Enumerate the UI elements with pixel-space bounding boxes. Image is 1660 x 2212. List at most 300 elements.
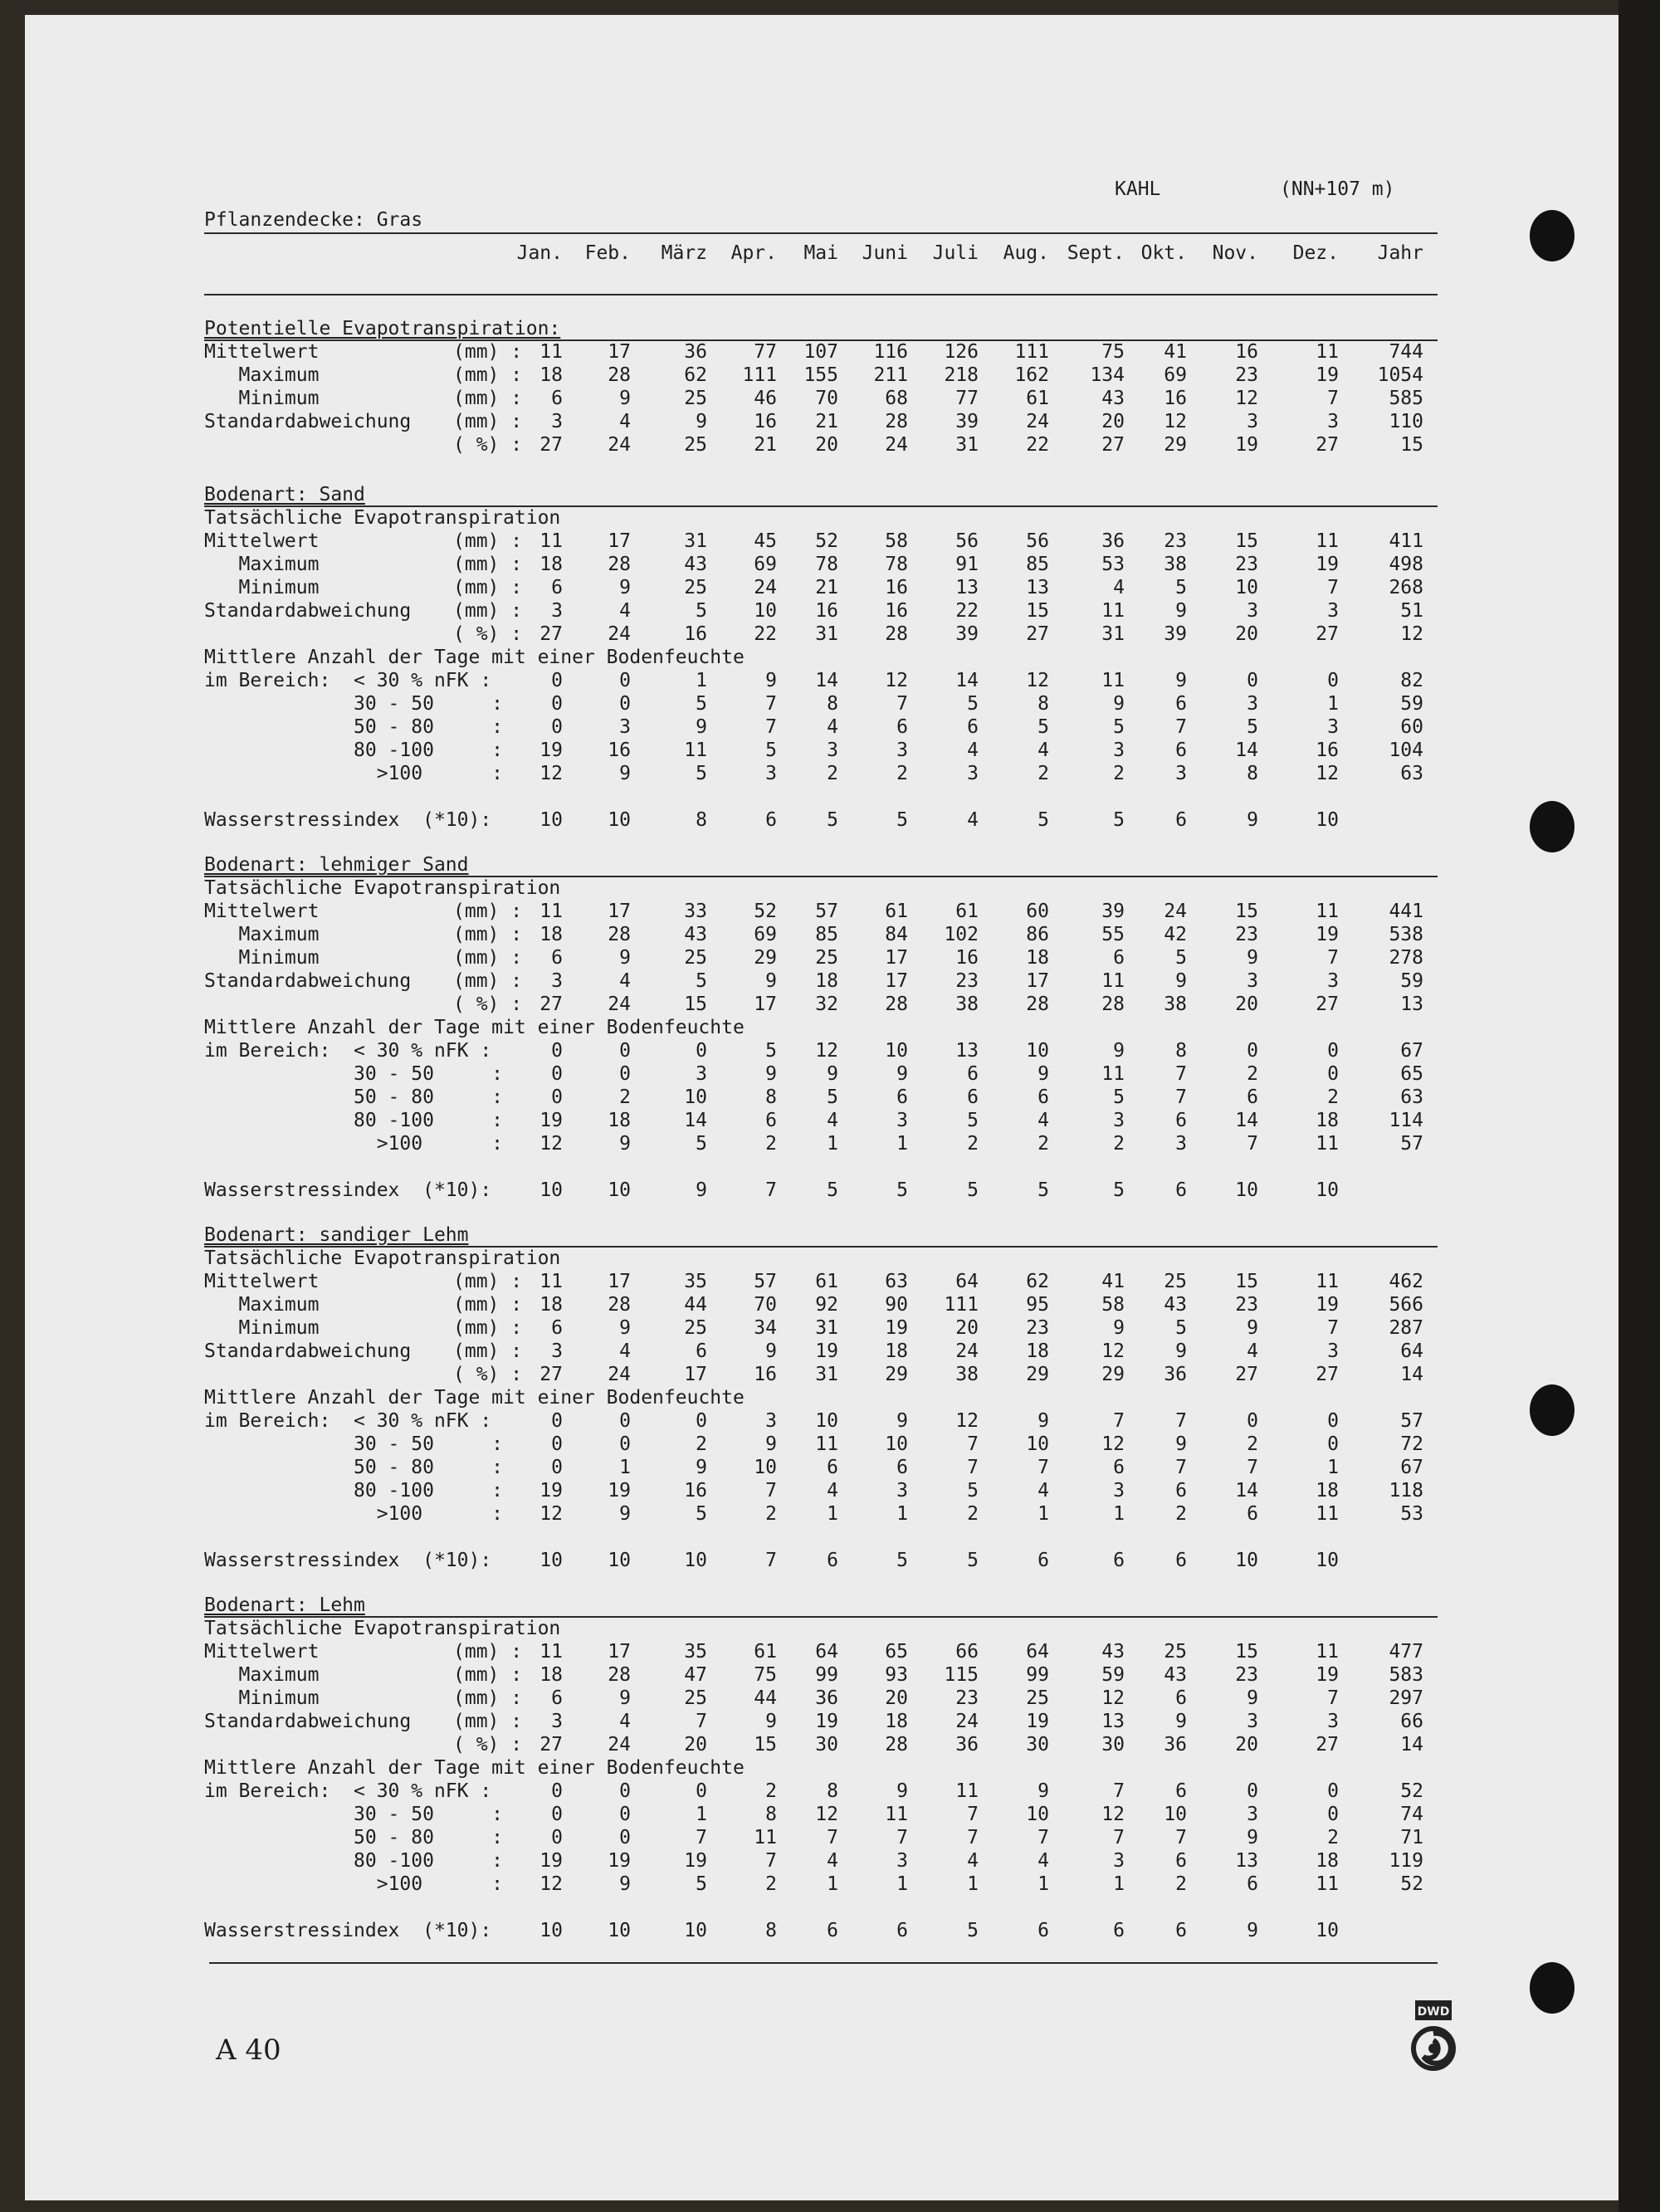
value-cell: 9 xyxy=(1247,1317,1258,1339)
value-cell: 13 xyxy=(1026,577,1049,598)
value-cell: 25 xyxy=(1164,1271,1187,1292)
value-cell: 78 xyxy=(885,554,908,575)
value-cell: 6 xyxy=(765,809,777,831)
value-cell: 16 xyxy=(754,1364,777,1385)
value-cell: 10 xyxy=(608,1179,631,1201)
value-cell: 9 xyxy=(896,1063,908,1085)
value-cell: 7 xyxy=(1038,1457,1049,1478)
value-cell: 0 xyxy=(1327,1410,1339,1432)
value-cell: 11 xyxy=(540,341,563,363)
value-cell: 0 xyxy=(551,716,563,738)
moisture-heading: Mittlere Anzahl der Tage mit einer Bodenfeuchte xyxy=(204,1387,745,1409)
value-cell: 5 xyxy=(1038,809,1049,831)
value-cell: 1 xyxy=(1327,693,1339,715)
table-row xyxy=(204,411,1449,434)
value-cell: 9 xyxy=(1175,600,1187,622)
value-cell: 25 xyxy=(815,947,838,969)
table-row xyxy=(204,1340,1449,1364)
value-cell: 14 xyxy=(955,670,979,691)
value-cell: 10 xyxy=(885,1040,908,1062)
value-cell: 28 xyxy=(608,364,631,386)
value-cell: 0 xyxy=(619,1804,631,1825)
stress-index-label: Wasserstressindex (*10): xyxy=(204,1179,492,1201)
value-cell: 9 xyxy=(1175,1340,1187,1362)
value-cell: 3 xyxy=(1327,600,1339,622)
moisture-heading: Mittlere Anzahl der Tage mit einer Bodenfeuchte xyxy=(204,1017,745,1038)
value-cell: 3 xyxy=(1327,716,1339,738)
value-cell: 36 xyxy=(1164,1364,1187,1385)
value-cell: 7 xyxy=(1327,388,1339,409)
unit-label: (mm) : xyxy=(453,924,523,945)
value-cell: 2 xyxy=(1113,1133,1125,1155)
value-cell: 10 xyxy=(1235,1179,1258,1201)
table-row xyxy=(204,763,1449,786)
value-cell: 111 xyxy=(742,364,777,386)
value-cell: 23 xyxy=(1235,924,1258,945)
month-header-cell: Dez. xyxy=(1292,242,1339,264)
moisture-range-label: >100 : xyxy=(204,1503,504,1525)
value-cell: 24 xyxy=(608,434,631,456)
value-cell: 10 xyxy=(684,1550,707,1571)
table-row xyxy=(204,970,1449,994)
value-cell: 566 xyxy=(1389,1294,1423,1316)
value-cell: 28 xyxy=(608,924,631,945)
value-cell: 25 xyxy=(684,1317,707,1339)
value-cell: 43 xyxy=(684,924,707,945)
value-cell: 27 xyxy=(1316,994,1339,1015)
value-cell: 19 xyxy=(540,740,563,761)
value-cell: 3 xyxy=(1327,411,1339,432)
value-cell: 9 xyxy=(1175,670,1187,691)
value-cell: 27 xyxy=(540,1364,563,1385)
value-cell: 4 xyxy=(619,1711,631,1732)
value-cell: 7 xyxy=(765,1179,777,1201)
value-cell: 6 xyxy=(1247,1503,1258,1525)
row-label: Mittelwert xyxy=(204,1271,320,1292)
plant-cover-label: Pflanzendecke: Gras xyxy=(204,209,423,231)
value-cell: 3 xyxy=(1113,1850,1125,1872)
value-cell: 9 xyxy=(1113,1040,1125,1062)
value-cell: 15 xyxy=(684,994,707,1015)
value-cell: 52 xyxy=(754,901,777,922)
value-cell: 9 xyxy=(1247,1687,1258,1709)
moisture-range-label: 50 - 80 : xyxy=(204,716,504,738)
value-cell: 6 xyxy=(696,1340,707,1362)
value-cell: 3 xyxy=(1327,970,1339,992)
value-cell: 7 xyxy=(765,1850,777,1872)
value-cell: 1 xyxy=(827,1503,838,1525)
value-cell: 2 xyxy=(765,1780,777,1802)
value-cell: 16 xyxy=(885,577,908,598)
value-cell: 2 xyxy=(967,1503,979,1525)
value-cell: 7 xyxy=(1327,1317,1339,1339)
moisture-range-label: 50 - 80 : xyxy=(204,1827,504,1848)
value-cell: 23 xyxy=(955,970,979,992)
value-cell: 16 xyxy=(815,600,838,622)
value-cell: 6 xyxy=(1038,1086,1049,1108)
value-cell: 15 xyxy=(1026,600,1049,622)
value-cell: 35 xyxy=(684,1641,707,1663)
value-cell: 31 xyxy=(684,530,707,552)
value-cell: 38 xyxy=(1164,554,1187,575)
row-label: Standardabweichung xyxy=(204,600,412,622)
value-cell: 20 xyxy=(1235,994,1258,1015)
value-cell: 5 xyxy=(967,1110,979,1131)
table-row xyxy=(204,1063,1449,1086)
value-cell: 31 xyxy=(815,1364,838,1385)
value-cell: 19 xyxy=(1316,1294,1339,1316)
value-cell: 5 xyxy=(696,763,707,784)
value-cell: 6 xyxy=(1113,1457,1125,1478)
value-cell: 11 xyxy=(540,1641,563,1663)
value-cell: 17 xyxy=(608,341,631,363)
value-cell: 10 xyxy=(1235,577,1258,598)
value-cell: 16 xyxy=(684,623,707,645)
value-cell: 6 xyxy=(827,1457,838,1478)
value-cell: 2 xyxy=(1327,1827,1339,1848)
value-cell: 4 xyxy=(619,970,631,992)
value-cell: 23 xyxy=(1164,530,1187,552)
value-cell: 19 xyxy=(815,1711,838,1732)
value-cell: 7 xyxy=(1327,1687,1339,1709)
value-cell: 7 xyxy=(1175,1827,1187,1848)
value-cell: 7 xyxy=(827,1827,838,1848)
value-cell: 4 xyxy=(967,1850,979,1872)
unit-label: (mm) : xyxy=(453,577,523,598)
value-cell: 2 xyxy=(765,1133,777,1155)
unit-label: (mm) : xyxy=(453,947,523,969)
month-header-cell: Nov. xyxy=(1212,242,1258,264)
value-cell: 93 xyxy=(885,1664,908,1686)
value-cell: 24 xyxy=(608,1734,631,1755)
value-cell: 7 xyxy=(765,1550,777,1571)
moisture-range-label: >100 : xyxy=(204,763,504,784)
value-cell: 0 xyxy=(1327,1804,1339,1825)
value-cell: 15 xyxy=(754,1734,777,1755)
value-cell: 19 xyxy=(608,1850,631,1872)
value-cell: 84 xyxy=(885,924,908,945)
value-cell: 3 xyxy=(896,740,908,761)
value-cell: 0 xyxy=(551,1433,563,1455)
value-cell: 41 xyxy=(1101,1271,1125,1292)
value-cell: 1 xyxy=(827,1133,838,1155)
table-row xyxy=(204,1086,1449,1110)
value-cell: 9 xyxy=(765,970,777,992)
value-cell: 5 xyxy=(967,693,979,715)
value-cell: 5 xyxy=(967,1550,979,1571)
value-cell: 6 xyxy=(1175,740,1187,761)
value-cell: 119 xyxy=(1389,1850,1423,1872)
value-cell: 10 xyxy=(540,1179,563,1201)
value-cell: 11 xyxy=(1316,1271,1339,1292)
moisture-range-label: 30 - 50 : xyxy=(204,693,504,715)
value-cell: 33 xyxy=(684,901,707,922)
value-cell: 7 xyxy=(967,1804,979,1825)
value-cell: 31 xyxy=(1101,623,1125,645)
value-cell: 29 xyxy=(754,947,777,969)
unit-label: (mm) : xyxy=(453,600,523,622)
value-cell: 2 xyxy=(765,1503,777,1525)
value-cell: 10 xyxy=(885,1433,908,1455)
value-cell: 31 xyxy=(815,1317,838,1339)
month-header-cell: Feb. xyxy=(584,242,631,264)
value-cell: 65 xyxy=(1400,1063,1423,1085)
value-cell: 18 xyxy=(608,1110,631,1131)
table-row xyxy=(204,901,1449,924)
value-cell: 0 xyxy=(619,1410,631,1432)
unit-label: (mm) : xyxy=(453,970,523,992)
unit-label: (mm) : xyxy=(453,1664,523,1686)
value-cell: 52 xyxy=(1400,1780,1423,1802)
value-cell: 6 xyxy=(1175,1780,1187,1802)
value-cell: 44 xyxy=(684,1294,707,1316)
value-cell: 3 xyxy=(967,763,979,784)
value-cell: 9 xyxy=(765,670,777,691)
value-cell: 65 xyxy=(885,1641,908,1663)
table-row xyxy=(204,1711,1449,1734)
value-cell: 297 xyxy=(1389,1687,1423,1709)
table-row xyxy=(204,554,1449,577)
table-row xyxy=(204,1480,1449,1503)
value-cell: 4 xyxy=(619,411,631,432)
table-row xyxy=(204,1503,1449,1526)
row-label: Standardabweichung xyxy=(204,1711,412,1732)
value-cell: 53 xyxy=(1400,1503,1423,1525)
month-header-cell: Juni xyxy=(862,242,908,264)
value-cell: 27 xyxy=(540,994,563,1015)
value-cell: 6 xyxy=(551,388,563,409)
value-cell: 0 xyxy=(551,1040,563,1062)
value-cell: 3 xyxy=(1247,600,1258,622)
value-cell: 107 xyxy=(803,341,838,363)
moisture-range-label: im Bereich: < 30 % nFK : xyxy=(204,1410,492,1432)
row-label: Minimum xyxy=(204,577,320,598)
value-cell: 1 xyxy=(967,1873,979,1895)
value-cell: 10 xyxy=(1026,1433,1049,1455)
value-cell: 9 xyxy=(696,716,707,738)
value-cell: 3 xyxy=(896,1110,908,1131)
value-cell: 27 xyxy=(1235,1364,1258,1385)
value-cell: 20 xyxy=(885,1687,908,1709)
value-cell: 69 xyxy=(1164,364,1187,386)
value-cell: 24 xyxy=(1164,901,1187,922)
value-cell: 0 xyxy=(696,1780,707,1802)
unit-label: (mm) : xyxy=(453,1317,523,1339)
value-cell: 7 xyxy=(896,693,908,715)
month-header-cell: Jahr xyxy=(1377,242,1423,264)
value-cell: 12 xyxy=(885,670,908,691)
value-cell: 11 xyxy=(1101,670,1125,691)
value-cell: 10 xyxy=(1026,1040,1049,1062)
value-cell: 7 xyxy=(1113,1410,1125,1432)
value-cell: 5 xyxy=(1175,947,1187,969)
value-cell: 5 xyxy=(1038,716,1049,738)
value-cell: 0 xyxy=(1247,1410,1258,1432)
row-label: Standardabweichung xyxy=(204,411,412,432)
value-cell: 62 xyxy=(684,364,707,386)
row-label: Mittelwert xyxy=(204,1641,320,1663)
value-cell: 15 xyxy=(1235,901,1258,922)
value-cell: 6 xyxy=(967,716,979,738)
value-cell: 43 xyxy=(1101,388,1125,409)
value-cell: 12 xyxy=(540,1133,563,1155)
value-cell: 3 xyxy=(1113,1480,1125,1502)
value-cell: 9 xyxy=(1175,970,1187,992)
unit-label: ( %) : xyxy=(453,994,523,1015)
moisture-range-label: >100 : xyxy=(204,1873,504,1895)
value-cell: 5 xyxy=(1175,1317,1187,1339)
value-cell: 55 xyxy=(1101,924,1125,945)
value-cell: 4 xyxy=(967,809,979,831)
table-row xyxy=(204,1664,1449,1687)
value-cell: 25 xyxy=(684,388,707,409)
value-cell: 19 xyxy=(1316,924,1339,945)
table-row xyxy=(204,1133,1449,1156)
section-title: Bodenart: Sand xyxy=(204,484,365,505)
value-cell: 9 xyxy=(765,1711,777,1732)
value-cell: 1 xyxy=(896,1503,908,1525)
value-cell: 118 xyxy=(1389,1480,1423,1502)
value-cell: 27 xyxy=(540,434,563,456)
value-cell: 61 xyxy=(754,1641,777,1663)
value-cell: 9 xyxy=(827,1063,838,1085)
value-cell: 3 xyxy=(551,1711,563,1732)
value-cell: 75 xyxy=(754,1664,777,1686)
value-cell: 4 xyxy=(619,600,631,622)
value-cell: 5 xyxy=(765,740,777,761)
value-cell: 20 xyxy=(815,434,838,456)
value-cell: 0 xyxy=(551,693,563,715)
value-cell: 38 xyxy=(1164,994,1187,1015)
value-cell: 19 xyxy=(815,1340,838,1362)
value-cell: 69 xyxy=(754,554,777,575)
value-cell: 9 xyxy=(1175,1433,1187,1455)
unit-label: (mm) : xyxy=(453,341,523,363)
value-cell: 85 xyxy=(815,924,838,945)
value-cell: 268 xyxy=(1389,577,1423,598)
value-cell: 5 xyxy=(696,970,707,992)
value-cell: 11 xyxy=(540,1271,563,1292)
value-cell: 21 xyxy=(815,577,838,598)
value-cell: 12 xyxy=(815,1040,838,1062)
month-header-cell: Apr. xyxy=(730,242,777,264)
svg-text:DWD: DWD xyxy=(1417,2005,1450,2019)
value-cell: 6 xyxy=(1247,1086,1258,1108)
value-cell: 56 xyxy=(1026,530,1049,552)
value-cell: 62 xyxy=(1026,1271,1049,1292)
value-cell: 91 xyxy=(955,554,979,575)
value-cell: 10 xyxy=(684,1920,707,1941)
value-cell: 11 xyxy=(684,740,707,761)
table-row xyxy=(204,434,1449,457)
value-cell: 58 xyxy=(885,530,908,552)
value-cell: 36 xyxy=(815,1687,838,1709)
value-cell: 6 xyxy=(551,577,563,598)
value-cell: 6 xyxy=(827,1550,838,1571)
value-cell: 10 xyxy=(1235,1550,1258,1571)
value-cell: 24 xyxy=(754,577,777,598)
value-cell: 11 xyxy=(1316,1873,1339,1895)
value-cell: 9 xyxy=(1113,1317,1125,1339)
value-cell: 22 xyxy=(955,600,979,622)
value-cell: 5 xyxy=(696,1133,707,1155)
value-cell: 20 xyxy=(1101,411,1125,432)
value-cell: 11 xyxy=(1101,1063,1125,1085)
value-cell: 68 xyxy=(885,388,908,409)
value-cell: 59 xyxy=(1101,1664,1125,1686)
value-cell: 6 xyxy=(1038,1920,1049,1941)
value-cell: 1 xyxy=(619,1457,631,1478)
value-cell: 0 xyxy=(1247,670,1258,691)
value-cell: 18 xyxy=(1026,947,1049,969)
moisture-range-label: 30 - 50 : xyxy=(204,1433,504,1455)
document-page xyxy=(25,15,1633,2200)
value-cell: 10 xyxy=(1026,1804,1049,1825)
value-cell: 27 xyxy=(1316,623,1339,645)
value-cell: 6 xyxy=(967,1063,979,1085)
value-cell: 1 xyxy=(1038,1503,1049,1525)
value-cell: 3 xyxy=(696,1063,707,1085)
value-cell: 18 xyxy=(540,554,563,575)
value-cell: 19 xyxy=(608,1480,631,1502)
moisture-range-label: 30 - 50 : xyxy=(204,1063,504,1085)
value-cell: 9 xyxy=(696,1457,707,1478)
value-cell: 28 xyxy=(608,1294,631,1316)
value-cell: 63 xyxy=(1400,763,1423,784)
value-cell: 11 xyxy=(815,1433,838,1455)
value-cell: 3 xyxy=(1247,1804,1258,1825)
unit-label: (mm) : xyxy=(453,901,523,922)
value-cell: 0 xyxy=(551,670,563,691)
month-header-cell: Sept. xyxy=(1067,242,1125,264)
value-cell: 3 xyxy=(551,600,563,622)
value-cell: 744 xyxy=(1389,341,1423,363)
value-cell: 85 xyxy=(1026,554,1049,575)
punch-hole xyxy=(1530,801,1575,852)
table-row xyxy=(204,693,1449,716)
value-cell: 20 xyxy=(1235,1734,1258,1755)
value-cell: 6 xyxy=(1175,1110,1187,1131)
table-row xyxy=(204,1457,1449,1480)
value-cell: 5 xyxy=(1113,809,1125,831)
value-cell: 8 xyxy=(827,1780,838,1802)
value-cell: 99 xyxy=(1026,1664,1049,1686)
value-cell: 4 xyxy=(619,1340,631,1362)
value-cell: 24 xyxy=(955,1340,979,1362)
stress-index-label: Wasserstressindex (*10): xyxy=(204,809,492,831)
value-cell: 31 xyxy=(815,623,838,645)
value-cell: 3 xyxy=(827,740,838,761)
value-cell: 4 xyxy=(827,1850,838,1872)
value-cell: 0 xyxy=(619,670,631,691)
value-cell: 6 xyxy=(1175,1179,1187,1201)
moisture-range-label: 80 -100 : xyxy=(204,1110,504,1131)
value-cell: 86 xyxy=(1026,924,1049,945)
row-label: Maximum xyxy=(204,554,320,575)
table-row xyxy=(204,341,1449,364)
row-label: Minimum xyxy=(204,1317,320,1339)
value-cell: 3 xyxy=(1247,970,1258,992)
value-cell: 28 xyxy=(608,554,631,575)
value-cell: 51 xyxy=(1400,600,1423,622)
header-rule-top xyxy=(204,232,1438,234)
value-cell: 18 xyxy=(540,1664,563,1686)
value-cell: 17 xyxy=(608,901,631,922)
value-cell: 7 xyxy=(1175,1086,1187,1108)
value-cell: 11 xyxy=(885,1804,908,1825)
value-cell: 5 xyxy=(765,1040,777,1062)
punch-hole xyxy=(1530,1962,1575,2014)
